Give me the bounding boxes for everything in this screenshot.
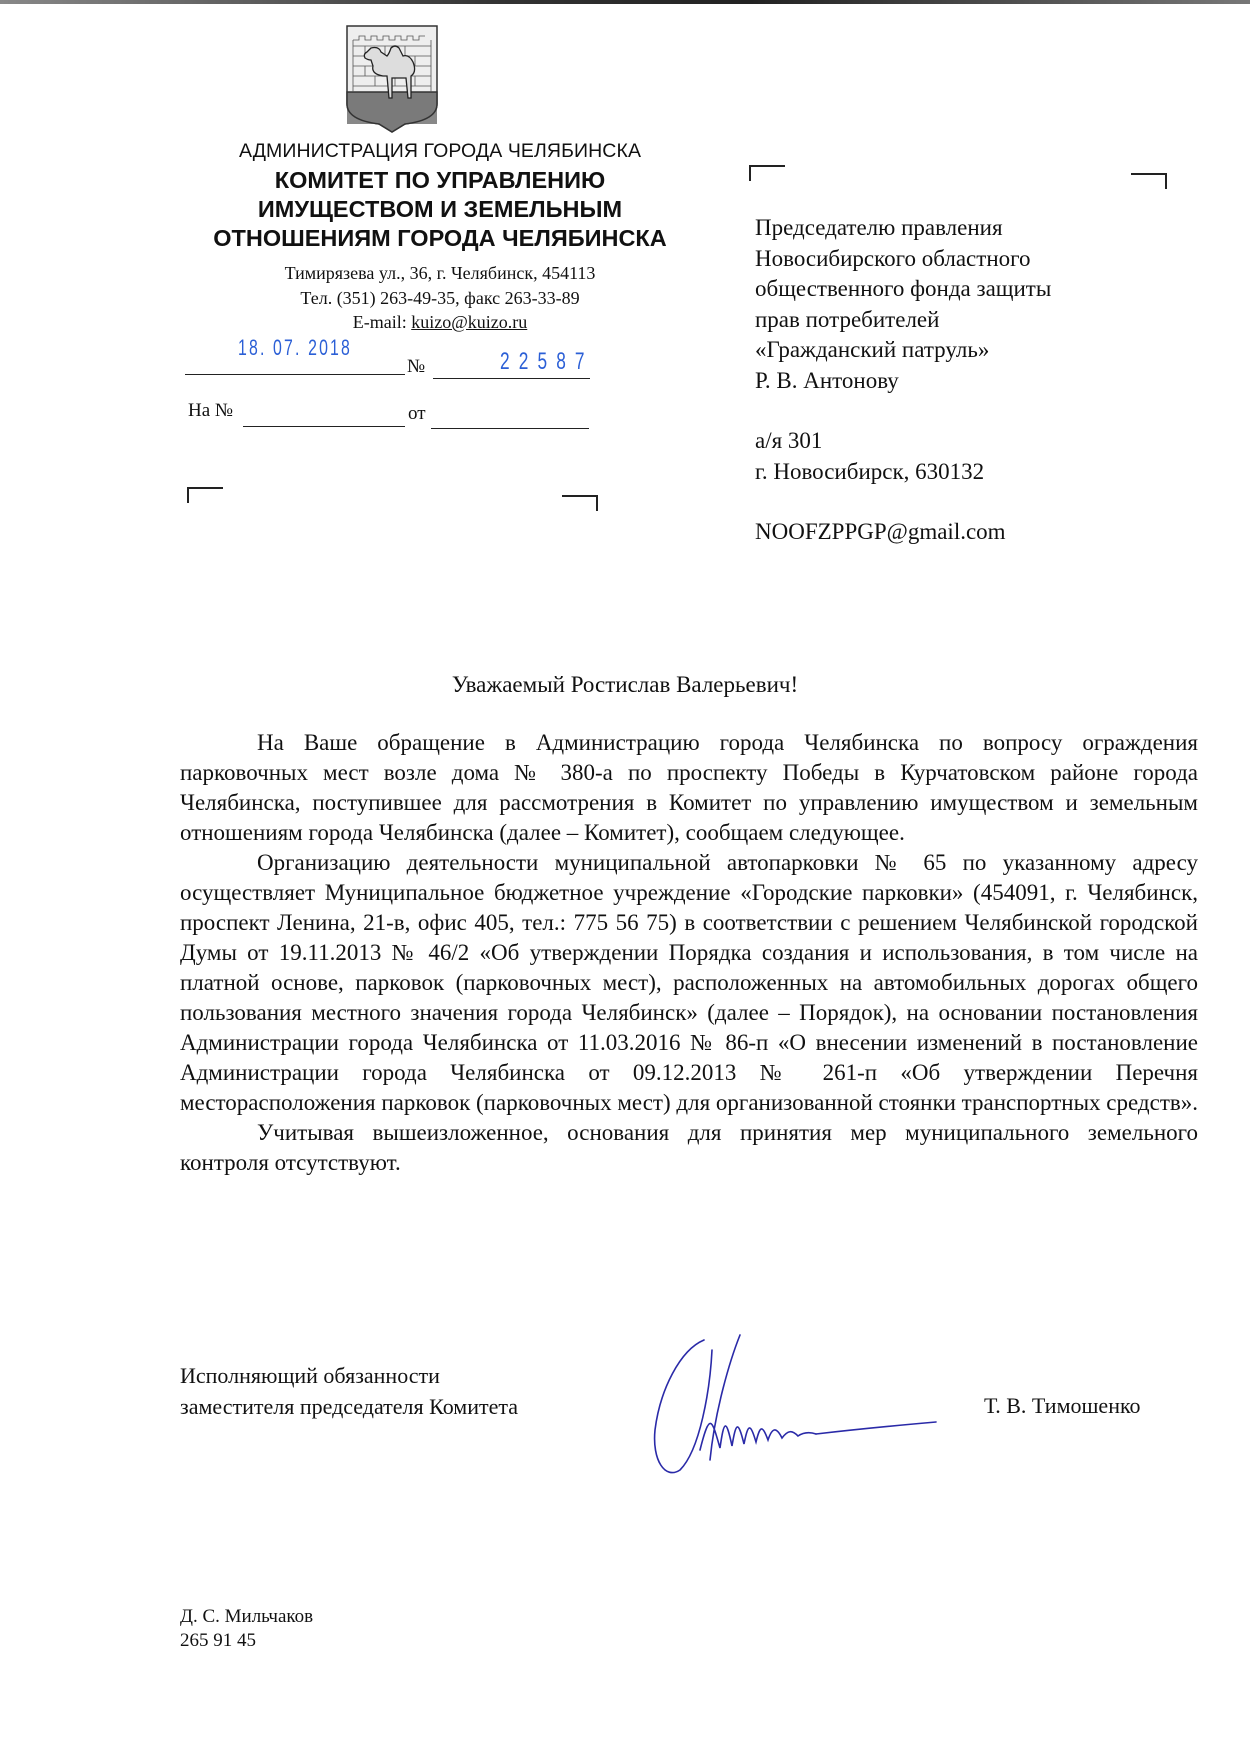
recipient-line: Председателю правления bbox=[755, 215, 1003, 240]
executor-phone: 265 91 45 bbox=[180, 1630, 256, 1651]
body-paragraph: На Ваше обращение в Администрацию города Челябинска по вопросу ограждения парковочных мест возле дома № 380-а по проспекту Победы в Курчатовском районе города Челябинска, поступившее для рассмотрения в Комитет по управлению имуществом и земельным отношениям города Челябинска (далее – Комитет), сообщаем следующее. bbox=[180, 730, 1198, 845]
from-label: от bbox=[408, 403, 426, 424]
chelyabinsk-coat-of-arms-icon bbox=[345, 24, 439, 134]
address-block-corner-mark bbox=[1131, 173, 1167, 189]
committee-name-line: ИМУЩЕСТВОМ И ЗЕМЕЛЬНЫМ bbox=[257, 196, 623, 222]
scan-top-edge bbox=[0, 0, 1250, 4]
recipient-line: Новосибирского областного bbox=[755, 245, 1031, 271]
committee-name-line: ОТНОШЕНИЯМ ГОРОДА ЧЕЛЯБИНСКА bbox=[213, 225, 667, 251]
recipient-email[interactable]: NOOFZPPGP@gmail.com bbox=[755, 519, 1006, 544]
executor-name: Д. С. Мильчаков bbox=[180, 1606, 314, 1627]
signatory-position-line: заместителя председателя Комитета bbox=[180, 1394, 519, 1419]
recipient-line: «Гражданский патруль» bbox=[755, 337, 990, 362]
salutation: Уважаемый Ростислав Валерьевич! bbox=[451, 672, 799, 697]
date-stamp: 18. 07. 2018 bbox=[238, 335, 353, 360]
number-underline bbox=[433, 378, 590, 379]
from-underline bbox=[431, 428, 589, 429]
handwritten-signature-icon bbox=[640, 1330, 985, 1480]
recipient-po-box: а/я 301 bbox=[755, 428, 823, 453]
letterhead-address: Тимирязева ул., 36, г. Челябинск, 454113 bbox=[284, 263, 596, 283]
address-block-corner-mark bbox=[749, 165, 785, 181]
signatory-name: Т. В. Тимошенко bbox=[984, 1393, 1141, 1418]
letterhead-email-row bbox=[150, 310, 730, 335]
letterhead-contacts bbox=[150, 261, 730, 335]
body-paragraph: Организацию деятельности муниципальной автопарковки № 65 по указанному адресу осуществляет Муниципальное бюджетное учреждение «Городские парковки» (454091, г. Челябинск, проспект Ленина, 21-в, офис 405, тел.: 775 56 75) в соответствии с решением Челябинской городской Думы от 19.11.2013 № 46/2 «Об утверждении Порядка создания и использования, в том числе на платной основе, парковок (парковочных мест), расположенных на автомобильных дорогах общего пользования местного значения города Челябинск» (далее – Порядок), на основании постановления Администрации города Челябинска от 11.03.2016 № 86-п «О внесении изменений в постановление Администрации города Челябинска от 09.12.2013 № 261-п «Об утверждении Перечня месторасположения парковок (парковочных мест) для организованной стоянки транспортных средств». bbox=[180, 850, 1198, 1115]
signatory-position bbox=[180, 1360, 518, 1422]
body-paragraph: Учитывая вышеизложенное, основания для принятия мер муниципального земельного контроля отсутствуют. bbox=[180, 1120, 1198, 1175]
administration-name: АДМИНИСТРАЦИЯ ГОРОДА ЧЕЛЯБИНСКА bbox=[238, 140, 642, 162]
date-underline bbox=[185, 374, 405, 375]
executor-block bbox=[180, 1605, 313, 1653]
recipient-block bbox=[755, 213, 1051, 548]
letterhead-email-link[interactable]: kuizo@kuizo.ru bbox=[411, 312, 528, 332]
letter-body bbox=[180, 728, 1198, 1178]
left-block-corner-mark bbox=[187, 487, 223, 503]
reply-to-label: На № bbox=[188, 400, 234, 421]
reply-to-underline bbox=[243, 426, 405, 427]
recipient-line: Р. В. Антонову bbox=[755, 367, 899, 393]
number-stamp: 2 2 5 8 7 bbox=[500, 348, 587, 375]
committee-name-line: КОМИТЕТ ПО УПРАВЛЕНИЮ bbox=[274, 167, 606, 193]
letterhead-phone: Тел. (351) 263-49-35, факс 263-33-89 bbox=[300, 287, 580, 308]
recipient-line: прав потребителей bbox=[755, 306, 940, 332]
signatory-position-line: Исполняющий обязанности bbox=[180, 1363, 440, 1388]
email-label: E-mail: bbox=[352, 312, 412, 332]
committee-name bbox=[150, 166, 730, 253]
number-label: № bbox=[407, 356, 426, 377]
left-block-corner-mark bbox=[562, 495, 598, 511]
recipient-city: г. Новосибирск, 630132 bbox=[755, 458, 985, 484]
recipient-line: общественного фонда защиты bbox=[755, 276, 1052, 301]
